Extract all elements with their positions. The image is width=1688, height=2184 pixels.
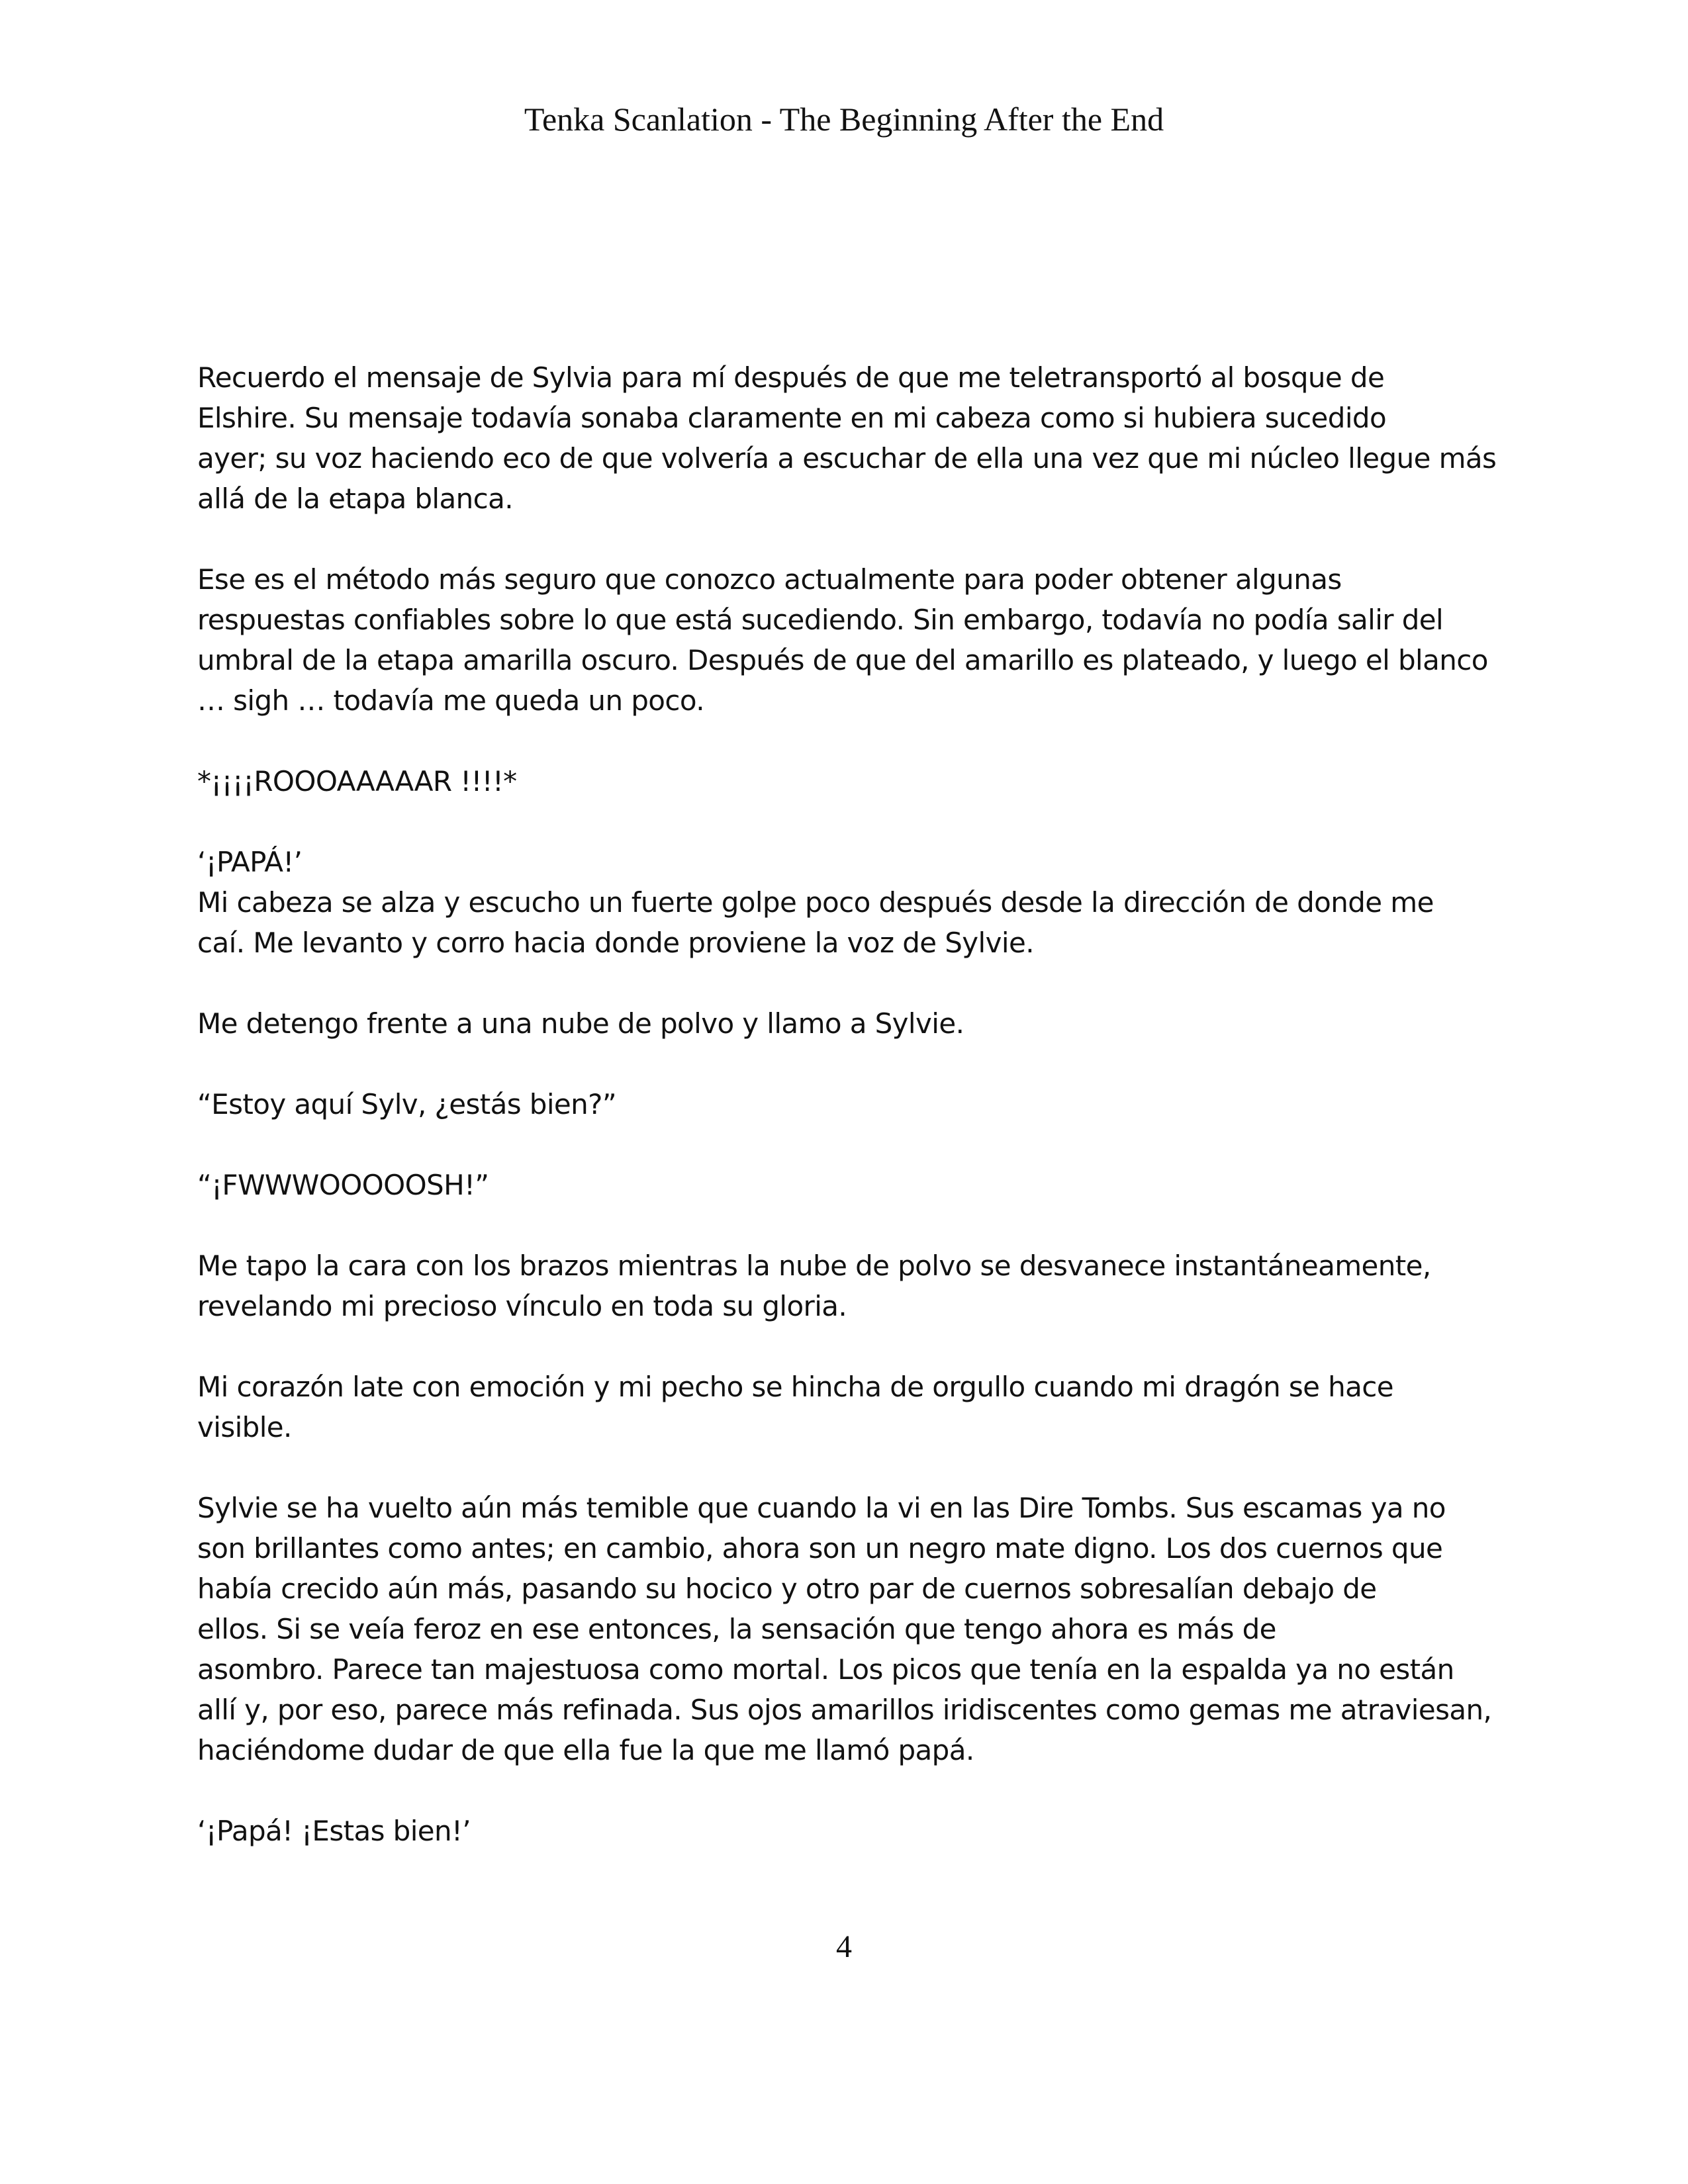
text-line: “Estoy aquí Sylv, ¿estás bien?” — [197, 1088, 617, 1120]
text-line: caí. Me levanto y corro hacia donde proviene la voz de Sylvie. — [197, 927, 1034, 959]
paragraph-gap — [197, 1205, 1508, 1246]
text-line: ayer; su voz haciendo eco de que volvería a escuchar de ella una vez que mi núcleo llegue más — [197, 442, 1497, 475]
text-line: ‘¡Papá! ¡Estas bien!’ — [197, 1815, 471, 1847]
text-line: umbral de la etapa amarilla oscuro. Después de que del amarillo es plateado, y luego el blanco — [197, 644, 1488, 676]
paragraph-gap — [197, 1044, 1508, 1084]
paragraph-gap — [197, 1447, 1508, 1488]
text-line: respuestas confiables sobre lo que está sucediendo. Sin embargo, todavía no podía salir del — [197, 604, 1444, 636]
paragraph — [197, 357, 1508, 519]
paragraph — [197, 842, 1508, 963]
text-line: ellos. Si se veía feroz en ese entonces, la sensación que tengo ahora es más de — [197, 1613, 1276, 1645]
text-line: revelando mi precioso vínculo en toda su gloria. — [197, 1290, 847, 1322]
paragraph — [197, 559, 1508, 721]
paragraph-gap — [197, 963, 1508, 1003]
text-line: Sylvie se ha vuelto aún más temible que cuando la vi en las Dire Tombs. Sus escamas ya no — [197, 1492, 1446, 1524]
paragraph — [197, 1811, 1508, 1851]
paragraph-gap — [197, 1124, 1508, 1165]
text-line: ‘¡PAPÁ!’ — [197, 846, 303, 878]
page-number: 4 — [836, 1929, 852, 1964]
document-body — [197, 357, 1508, 1851]
text-line: había crecido aún más, pasando su hocico y otro par de cuernos sobresalían debajo de — [197, 1572, 1377, 1605]
text-line: son brillantes como antes; en cambio, ahora son un negro mate digno. Los dos cuernos que — [197, 1532, 1443, 1565]
text-line: allá de la etapa blanca. — [197, 482, 514, 515]
text-line: visible. — [197, 1411, 292, 1443]
text-line: Recuerdo el mensaje de Sylvia para mí después de que me teletransportó al bosque de — [197, 361, 1385, 394]
text-line: allí y, por eso, parece más refinada. Sus ojos amarillos iridiscentes como gemas me atraviesan, — [197, 1694, 1492, 1726]
text-line: Me detengo frente a una nube de polvo y llamo a Sylvie. — [197, 1007, 964, 1040]
text-line: asombro. Parece tan majestuosa como mortal. Los picos que tenía en la espalda ya no están — [197, 1653, 1454, 1686]
paragraph — [197, 1246, 1508, 1326]
paragraph — [197, 761, 1508, 801]
text-line: Ese es el método más seguro que conozco actualmente para poder obtener algunas — [197, 563, 1342, 596]
paragraph — [197, 1084, 1508, 1124]
text-line: “¡FWWWOOOOOSH!” — [197, 1169, 489, 1201]
text-line: haciéndome dudar de que ella fue la que me llamó papá. — [197, 1734, 974, 1766]
paragraph-gap — [197, 519, 1508, 559]
text-line: Mi corazón late con emoción y mi pecho se hincha de orgullo cuando mi dragón se hace — [197, 1371, 1394, 1403]
paragraph-gap — [197, 1770, 1508, 1811]
paragraph-gap — [197, 801, 1508, 842]
paragraph — [197, 1003, 1508, 1044]
paragraph — [197, 1165, 1508, 1205]
paragraph-gap — [197, 1326, 1508, 1367]
text-line: Me tapo la cara con los brazos mientras la nube de polvo se desvanece instantáneamente, — [197, 1250, 1431, 1282]
paragraph — [197, 1488, 1508, 1770]
text-line: Mi cabeza se alza y escucho un fuerte golpe poco después desde la dirección de donde me — [197, 886, 1434, 919]
page-header-title: Tenka Scanlation - The Beginning After the End — [524, 101, 1164, 138]
text-line: *¡¡¡¡ROOOAAAAAR !!!!* — [197, 765, 517, 797]
paragraph — [197, 1367, 1508, 1447]
paragraph-gap — [197, 721, 1508, 761]
text-line: Elshire. Su mensaje todavía sonaba claramente en mi cabeza como si hubiera sucedido — [197, 402, 1387, 434]
text-line: … sigh … todavía me queda un poco. — [197, 684, 704, 717]
